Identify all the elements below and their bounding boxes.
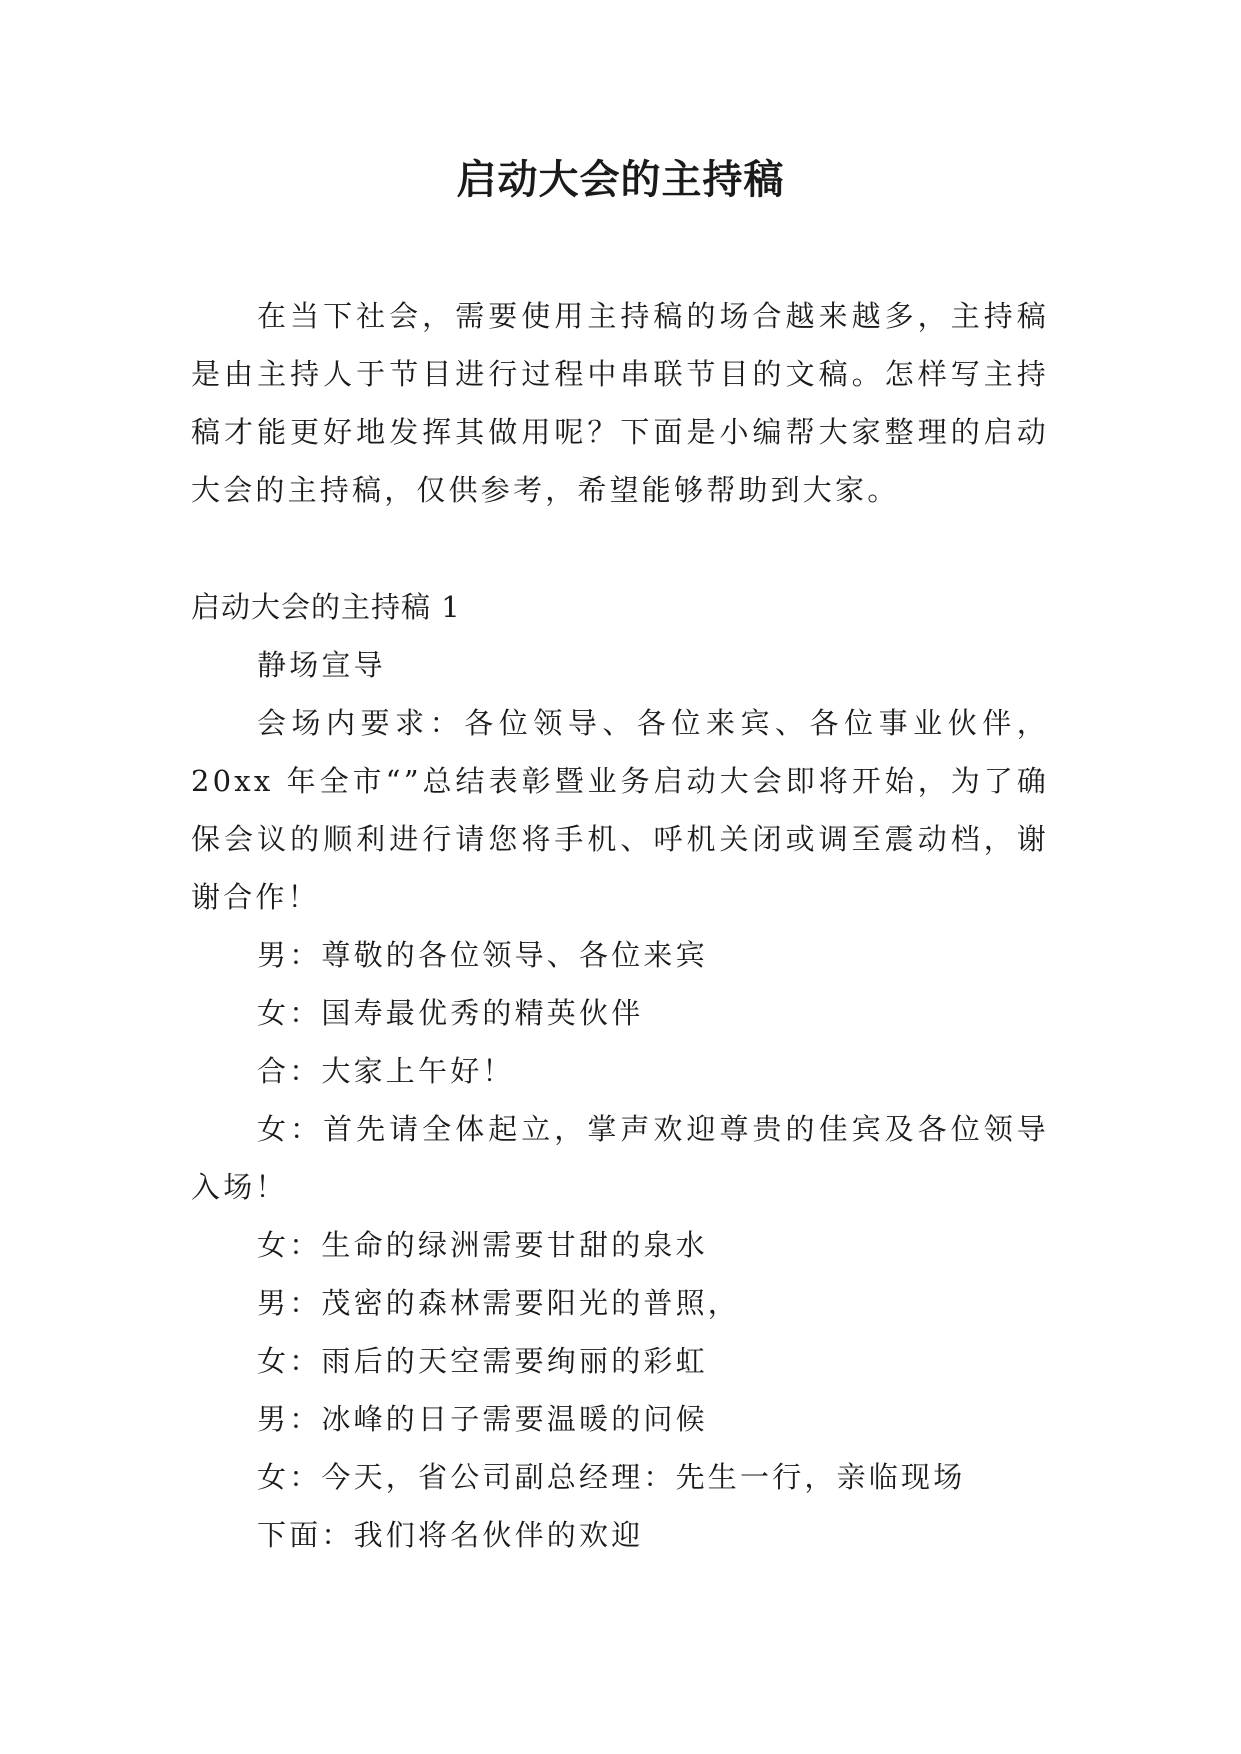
paragraph-silence-notice: 静场宣导: [257, 648, 386, 682]
intro-paragraph: 在当下社会，需要使用主持稿的场合越来越多，主持稿是由主持人于节目进行过程中串联节目的文稿。怎样写主持稿才能更好地发挥其做用呢？下面是小编帮大家整理的启动大会的主持稿，仅供参考，希望能够帮助到大家。: [191, 299, 1049, 507]
paragraph-dialogue-line: 男：茂密的森林需要阳光的普照，: [257, 1286, 741, 1320]
paragraph-dialogue-line: 女：雨后的天空需要绚丽的彩虹: [257, 1344, 708, 1378]
section-body: [191, 578, 1049, 1564]
document-title: 启动大会的主持稿: [456, 157, 785, 203]
paragraph-venue-requirements: 会场内要求：各位领导、各位来宾、各位事业伙伴，20xx 年全市“”总结表彰暨业务启动大会即将开始，为了确保会议的顺利进行请您将手机、呼机关闭或调至震动档，谢谢合作！: [191, 706, 1049, 914]
paragraph-dialogue-line: 女：国寿最优秀的精英伙伴: [257, 996, 644, 1030]
paragraph-dialogue-line: 下面：我们将名伙伴的欢迎: [257, 1518, 644, 1552]
paragraph-dialogue-line: 女：今天，省公司副总经理：先生一行，亲临现场: [257, 1460, 966, 1494]
section-heading: 启动大会的主持稿 1: [191, 590, 461, 624]
paragraph-dialogue-line: 男：尊敬的各位领导、各位来宾: [257, 938, 708, 972]
paragraph-dialogue-line: 合：大家上午好！: [257, 1054, 515, 1088]
paragraph-dialogue-line: 女：首先请全体起立，掌声欢迎尊贵的佳宾及各位领导入场！: [191, 1112, 1049, 1204]
paragraph-dialogue-line: 女：生命的绿洲需要甘甜的泉水: [257, 1228, 708, 1262]
intro-block: [191, 287, 1049, 519]
paragraph-dialogue-line: 男：冰峰的日子需要温暖的问候: [257, 1402, 708, 1436]
